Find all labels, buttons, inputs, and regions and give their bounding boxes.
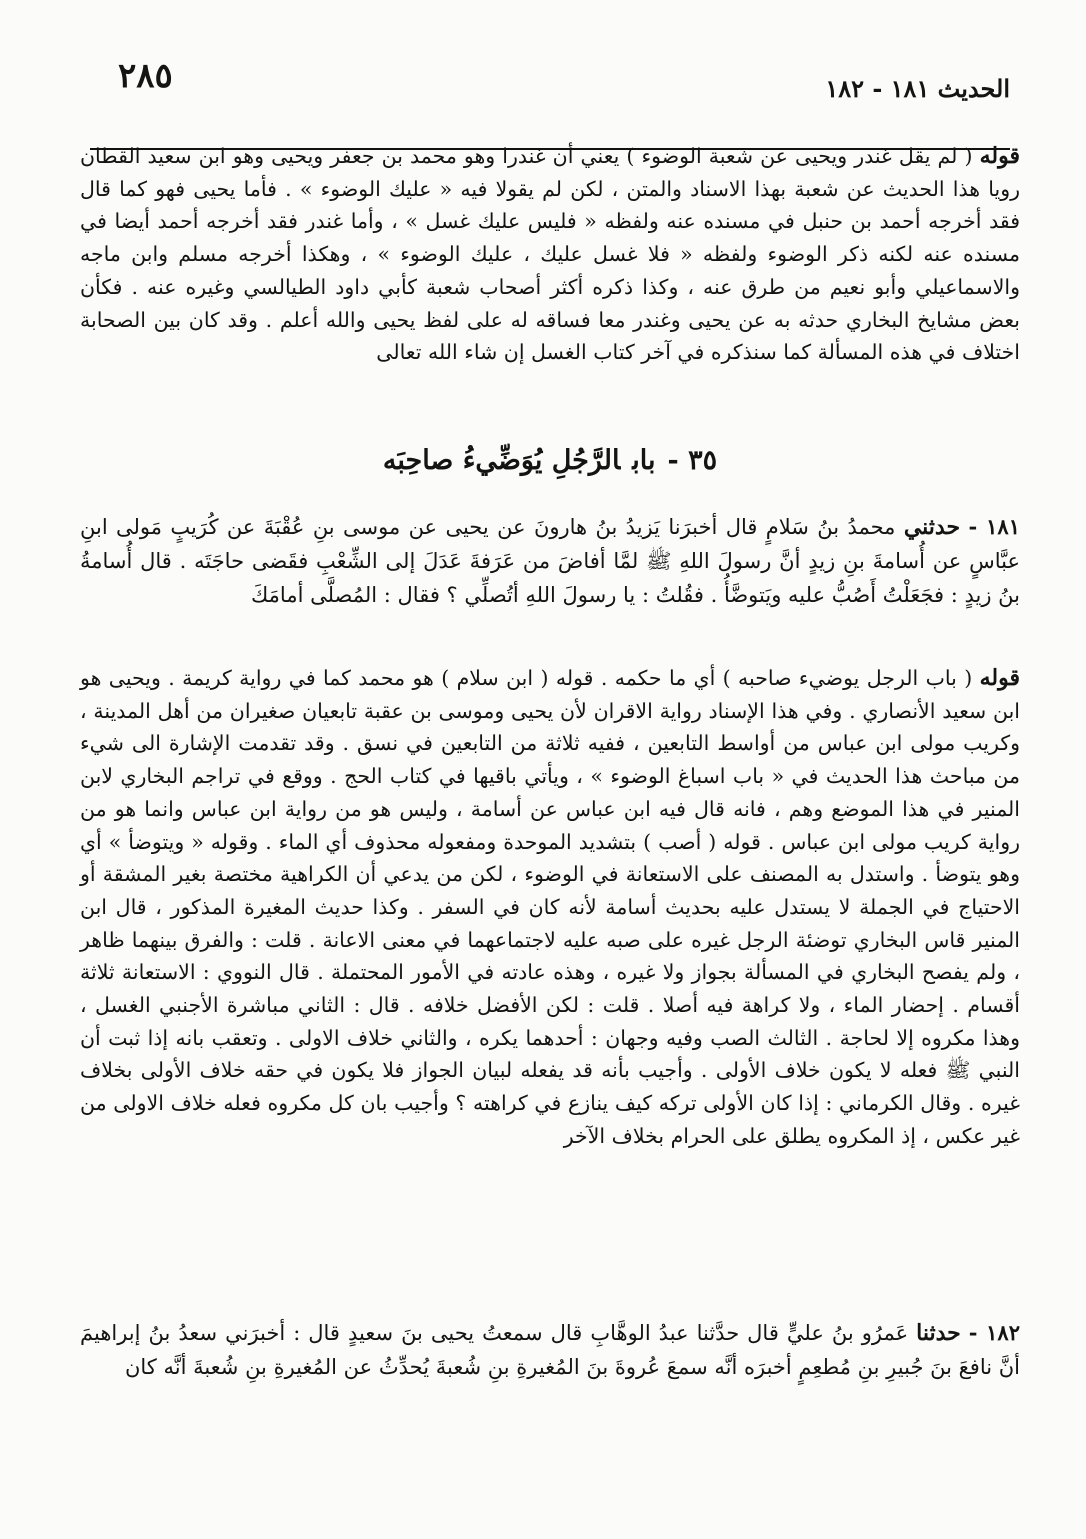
- hadith-181: [80, 510, 1020, 612]
- chapter-number: ٣٥ -: [667, 445, 718, 476]
- page-header: [90, 52, 1010, 103]
- commentary-text: ( باب الرجل يوضيء صاحبه ) أي ما حكمه . قوله ( ابن سلام ) هو محمد كما في رواية كريمة . ويحيى هو ابن سعيد الأنصاري . وفي هذا الإسناد رواية الاقران لأن يحيى وموسى بن عقبة تابعيان صغيران من أهل المدينة ، وكريب مولى ابن عباس من أواسط التابعين ، ففيه ثلاثة من التابعين في نسق . وقد تقدمت الإشارة الى شيء من مباحث هذا الحديث في « باب اسباغ الوضوء » ، ويأتي باقيها في كتاب الحج . ووقع في تراجم البخاري لابن المنير في هذا الموضع وهم ، فانه قال فيه ابن عباس عن أسامة ، وليس هو من رواية ابن عباس وانما هو من رواية كريب مولى ابن عباس . قوله ( أصب ) بتشديد الموحدة ومفعوله محذوف أي الماء . وقوله « ويتوضأ » أي وهو يتوضأ . واستدل به المصنف على الاستعانة في الوضوء ، لكن من يدعي أن الكراهية مختصة بغير المشقة أو الاحتياج في الجملة لا يستدل عليه بحديث أسامة لأنه كان في السفر . وكذا حديث المغيرة المذكور ، قال ابن المنير قاس البخاري توضئة الرجل غيره على صبه عليه لاجتماعهما في معنى الاعانة . قلت : والفرق بينهما ظاهر ، ولم يفصح البخاري في المسألة بجواز ولا غيره ، وهذه عادته في الأمور المحتملة . قال النووي : الاستعانة ثلاثة أقسام . إحضار الماء ، ولا كراهة فيه أصلا . قلت : لكن الأفضل خلافه . قال : الثاني مباشرة الأجنبي الغسل ، وهذا مكروه إلا لحاجة . الثالث الصب وفيه وجهان : أحدهما يكره ، والثاني خلاف الاولى . وتعقب بانه إذا ثبت أن النبي ﷺ فعله لا يكون خلاف الأولى . وأجيب بأنه قد يفعله لبيان الجواز فلا يكون في حقه خلاف الأولى بخلاف غيره . وقال الكرماني : إذا كان الأولى تركه كيف ينازع في كراهته ؟ وأجيب بان كل مكروه فعله خلاف الاولى من غير عكس ، إذ المكروه يطلق على الحرام بخلاف الآخر: [80, 666, 1020, 1148]
- hadith-number: ١٨١ -: [968, 514, 1020, 539]
- hadith-lead: حدثني: [903, 514, 961, 540]
- commentary-181-paragraph: [80, 662, 1020, 1153]
- chapter-heading: [80, 445, 1020, 485]
- commentary-lead: قوله: [979, 143, 1020, 169]
- hadith-text: محمدُ بنُ سَلامٍ قال أخبرَنا يَزيدُ بنُ هارونَ عن يحيى عن موسى بنِ عُقْبَةَ عن كُرَيبٍ مَولى ابنِ عبَّاسٍ عن أُسامةَ بنِ زيدٍ أنَّ رسولَ اللهِ ﷺ لمَّا أفاضَ من عَرَفةَ عَدَلَ إلى الشِّعْبِ فقَضى حاجَتَه . قال أُسامةُ بنُ زيدٍ : فجَعَلْتُ أَصُبُّ عليه ويَتوضَّأُ . فقُلتُ : يا رسولَ اللهِ أتُصلِّي ؟ فقال : المُصلَّى أمامَكَ: [80, 515, 1020, 607]
- hadith-text: عَمرُو بنُ عليٍّ قال حدَّثنا عبدُ الوهَّابِ قال سمعتُ يحيى بنَ سعيدٍ قال : أخبرَني سعدُ بنُ إبراهيمَ أنَّ نافعَ بنَ جُبيرِ بنِ مُطعِمٍ أخبرَه أنَّه سمعَ عُروةَ بنَ المُغيرةِ بنِ شُعبةَ يُحدِّثُ عن المُغيرةِ بنِ شُعبةَ أنَّه كان: [80, 1321, 1020, 1379]
- page-number: ٢٨٥: [118, 56, 173, 96]
- commentary-181: [80, 662, 1020, 1153]
- hadith-182-paragraph: [80, 1316, 1020, 1384]
- hadith-lead: حدثنا: [916, 1320, 961, 1346]
- commentary-lead: قوله: [979, 665, 1020, 691]
- hadith-182: [80, 1316, 1020, 1384]
- commentary-top: [80, 140, 1020, 369]
- commentary-top-paragraph: [80, 140, 1020, 369]
- hadith-number: ١٨٢ -: [968, 1320, 1020, 1345]
- running-head: الحديث ١٨١ - ١٨٢: [825, 74, 1010, 103]
- chapter-word: باب: [632, 445, 656, 476]
- chapter-title: الرَّجُلِ يُوَضِّيءُ صاحِبَه: [382, 445, 621, 476]
- hadith-181-paragraph: [80, 510, 1020, 612]
- commentary-text: ( لم يقل غندر ويحيى عن شعبة الوضوء ) يعني أن غندرا وهو محمد بن جعفر ويحيى وهو ابن سعيد القطان رويا هذا الحديث عن شعبة بهذا الاسناد والمتن ، لكن لم يقولا فيه « عليك الوضوء » . فأما يحيى فهو كما قال فقد أخرجه أحمد بن حنبل في مسنده عنه ولفظه « فليس عليك غسل » ، وأما غندر فقد أخرجه أحمد أيضا في مسنده عنه لكنه ذكر الوضوء ولفظه « فلا غسل عليك ، عليك الوضوء » ، وهكذا أخرجه مسلم وابن ماجه والاسماعيلي وأبو نعيم من طرق عنه ، وكذا ذكره أكثر أصحاب شعبة كأبي داود الطيالسي وغيره عنه . فكأن بعض مشايخ البخاري حدثه به عن يحيى وغندر معا فساقه له على لفظ يحيى والله أعلم . وقد كان بين الصحابة اختلاف في هذه المسألة كما سنذكره في آخر كتاب الغسل إن شاء الله تعالى: [80, 144, 1020, 365]
